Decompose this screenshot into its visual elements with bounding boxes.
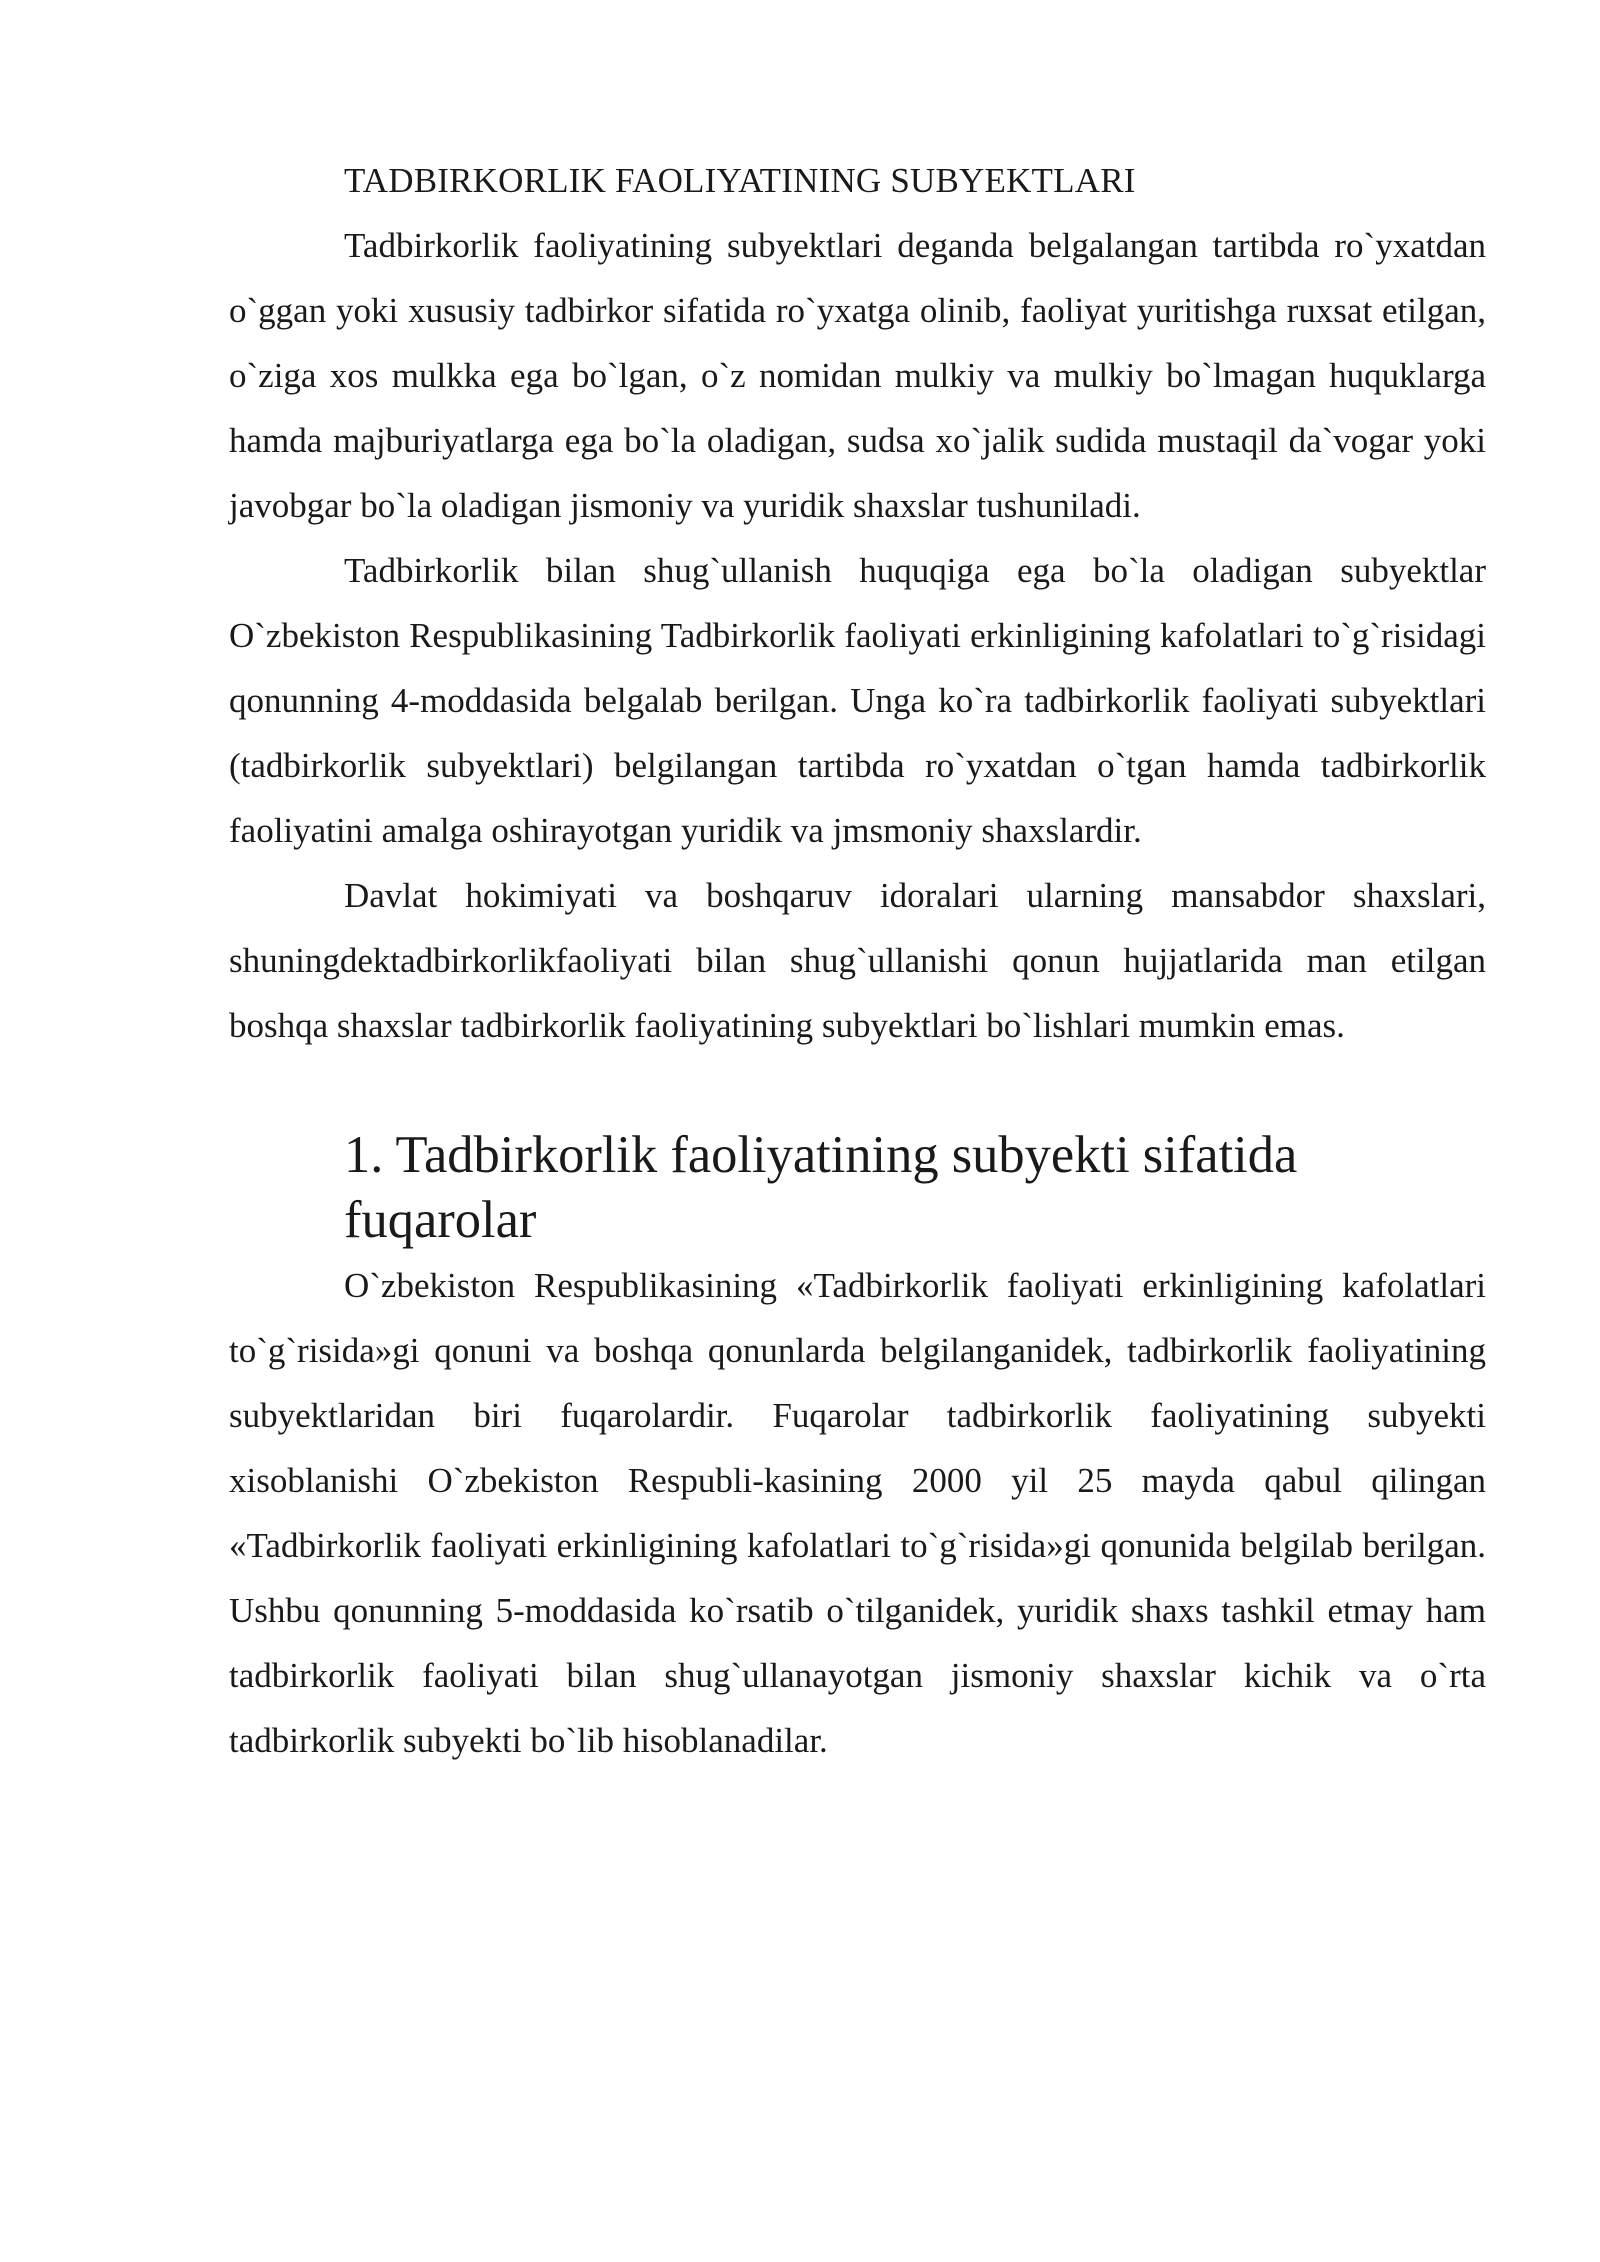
- paragraph-restrictions: Davlat hokimiyati va boshqaruv idoralari ularning mansabdor shaxslari, shuningdektadbirkorlikfaoliyati bilan shug`ullanishi qonun hujjatlarida man etilgan boshqa shaxslar tadbirkorlik faoliyatining subyektlari bo`lishlari mumkin emas.: [229, 876, 1486, 1045]
- paragraph-definition: Tadbirkorlik faoliyatining subyektlari deganda belgalangan tartibda ro`yxatdan o`ggan yoki xususiy tadbirkor sifatida ro`yxatga olinib, faoliyat yuritishga ruxsat etilgan, o`ziga xos mulkka ega bo`lgan, o`z nomidan mulkiy va mulkiy bo`lmagan huquklarga hamda majburiyatlarga ega bo`la oladigan, sudsa xo`jalik sudida mustaqil da`vogar yoki javobgar bo`la oladigan jismoniy va yuridik shaxslar tushuniladi.: [229, 226, 1486, 525]
- section-gap: [229, 1058, 1486, 1123]
- paragraph-law-article-4: Tadbirkorlik bilan shug`ullanish huquqiga ega bo`la oladigan subyektlar O`zbekiston Respublikasining Tadbirkorlik faoliyati erkinligining kafolatlari to`g`risidagi qonunning 4-moddasida belgalab berilgan. Unga ko`ra tadbirkorlik faoliyati subyektlari (tadbirkorlik subyektlari) belgilangan tartibda ro`yxatdan o`tgan hamda tadbirkorlik faoliyatini amalga oshirayotgan yuridik va jmsmoniy shaxslardir.: [229, 551, 1486, 850]
- section-1-paragraph: O`zbekiston Respublikasining «Tadbirkorlik faoliyati erkinligining kafolatlari to`g`risida»gi qonuni va boshqa qonunlarda belgilanganidek, tadbirkorlik faoliyatining subyektlaridan biri fuqarolardir. Fuqarolar tadbirkorlik faoliyatining subyekti xisoblanishi O`zbekiston Respubli-kasining 2000 yil 25 mayda qabul qilingan «Tadbirkorlik faoliyati erkinligining kafolatlari to`g`risida»gi qonunida belgilab berilgan. Ushbu qonunning 5-moddasida ko`rsatib o`tilganidek, yuridik shaxs tashkil etmay ham tadbirkorlik faoliyati bilan shug`ullanayotgan jismoniy shaxslar kichik va o`rta tadbirkorlik subyekti bo`lib hisoblanadilar.: [229, 1266, 1486, 1760]
- document-title: TADBIRKORLIK FAOLIYATINING SUBYEKTLARI: [344, 161, 1136, 200]
- document-body: [229, 148, 1486, 1773]
- section-1-heading: 1. Tadbirkorlik faoliyatining subyekti sifatida fuqarolar: [344, 1126, 1298, 1249]
